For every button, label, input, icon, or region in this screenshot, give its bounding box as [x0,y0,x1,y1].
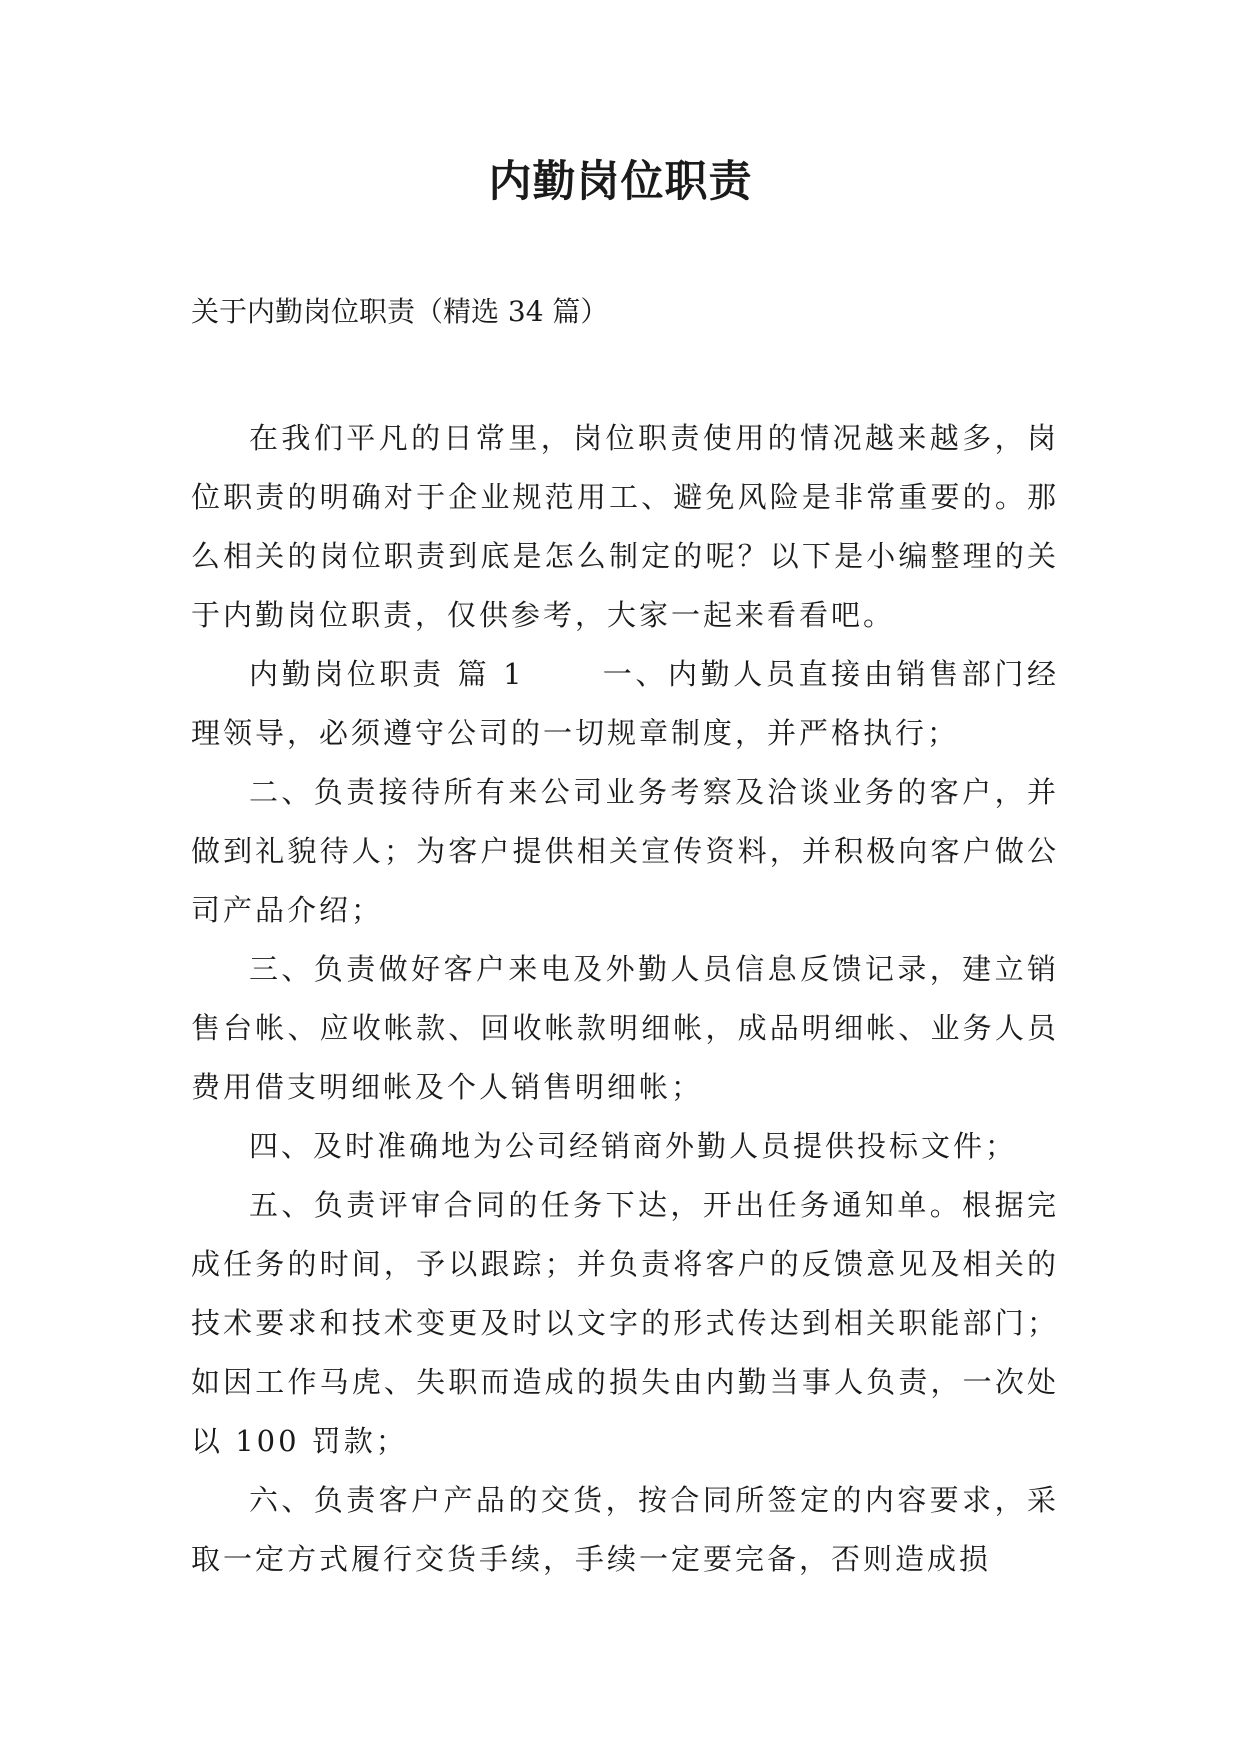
duty-paragraph-5: 五、负责评审合同的任务下达，开出任务通知单。根据完成任务的时间，予以跟踪；并负责将客户的反馈意见及相关的技术要求和技术变更及时以文字的形式传达到相关职能部门；如因工作马虎、失职而造成的损失由内勤当事人负责，一次处以 100 罚款； [191,1188,1059,1458]
document-title: 内勤岗位职责 [488,157,753,207]
duty-paragraph-3: 三、负责做好客户来电及外勤人员信息反馈记录，建立销售台帐、应收帐款、回收帐款明细帐，成品明细帐、业务人员费用借支明细帐及个人销售明细帐； [191,952,1059,1104]
duty-paragraph-4: 四、及时准确地为公司经销商外勤人员提供投标文件； [249,1129,1018,1163]
duty-paragraph-1: 内勤岗位职责 篇 1 一、内勤人员直接由销售部门经理领导，必须遵守公司的一切规章制度，并严格执行； [191,657,1059,750]
duty-paragraph-2: 二、负责接待所有来公司业务考察及洽谈业务的客户，并做到礼貌待人；为客户提供相关宣传资料，并积极向客户做公司产品介绍； [191,775,1059,927]
intro-paragraph: 在我们平凡的日常里，岗位职责使用的情况越来越多，岗位职责的明确对于企业规范用工、避免风险是非常重要的。那么相关的岗位职责到底是怎么制定的呢？以下是小编整理的关于内勤岗位职责，仅供参考，大家一起来看看吧。 [191,421,1059,632]
document-body [191,409,1059,1589]
duty-paragraph-6: 六、负责客户产品的交货，按合同所签定的内容要求，采取一定方式履行交货手续，手续一定要完备，否则造成损 [191,1483,1059,1576]
document-subtitle: 关于内勤岗位职责（精选 34 篇） [191,295,609,328]
